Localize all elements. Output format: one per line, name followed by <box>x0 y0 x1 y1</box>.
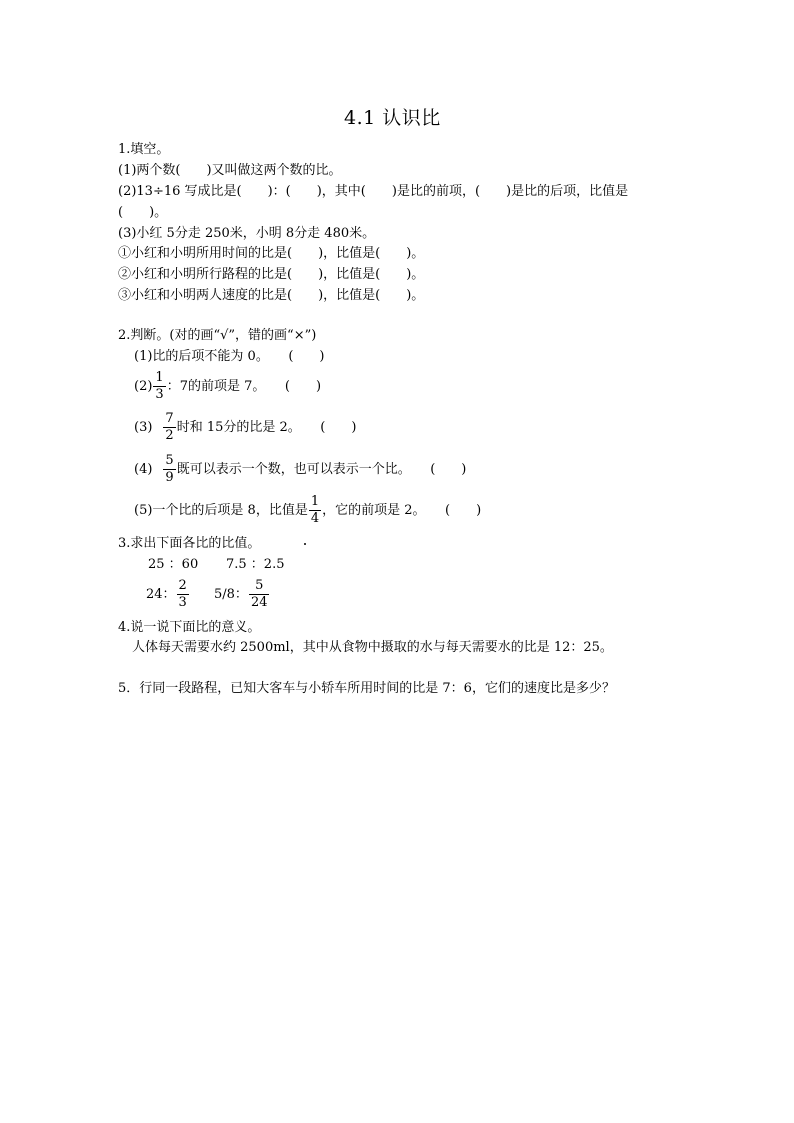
fraction <box>153 370 165 403</box>
fraction-denominator: 4 <box>310 511 320 526</box>
q2-item4 <box>134 453 466 486</box>
fraction-numerator: 5 <box>249 578 270 595</box>
q2-item2 <box>134 370 321 403</box>
q2-item5 <box>134 494 481 527</box>
q1-sub3: ③小红和小明两人速度的比是( )，比值是( )。 <box>118 288 425 303</box>
q1-sub1: ①小红和小明所用时间的比是( )，比值是( )。 <box>118 246 425 261</box>
q2-item4-suffix: 既可以表示一个数，也可以表示一个比。 ( ) <box>176 462 467 477</box>
stray-dot <box>304 543 306 545</box>
q1-sub2: ②小红和小明所行路程的比是( )，比值是( )。 <box>118 267 425 282</box>
q3-heading: 3.求出下面各比的比值。 <box>118 536 261 551</box>
q3-ratio-3 <box>146 578 190 611</box>
q1-heading: 1.填空。 <box>118 142 170 157</box>
q3-ratio-4-prefix: 5/8： <box>214 587 248 602</box>
q1-line3: (3)小红 5分走 250米，小明 8分走 480米。 <box>118 226 376 241</box>
q2-item2-suffix: ：7的前项是 7。 ( ) <box>166 379 322 394</box>
q2-item1: (1)比的后项不能为 0。 ( ) <box>134 349 325 364</box>
q1-line2: (2)13÷16 写成比是( )：( )，其中( )是比的前项，( )是比的后项，比值是 <box>118 184 629 199</box>
q2-item5-suffix: ，它的前项是 2。 ( ) <box>322 503 482 518</box>
q2-item5-prefix: (5)一个比的后项是 8，比值是 <box>134 503 308 518</box>
q2-item3-suffix: 时和 15分的比是 2。 ( ) <box>176 420 357 435</box>
fraction-denominator: 3 <box>155 387 164 402</box>
q5-text: 5．行同一段路程，已知大客车与小轿车所用时间的比是 7：6，它们的速度比是多少？ <box>118 681 615 696</box>
fraction-numerator: 1 <box>155 370 164 385</box>
fraction-denominator: 2 <box>165 428 174 443</box>
q1-line1: (1)两个数( )又叫做这两个数的比。 <box>118 163 342 178</box>
q1-line2-cont: ( )。 <box>118 205 168 220</box>
fraction-numerator: 2 <box>178 578 187 593</box>
fraction <box>163 411 175 444</box>
fraction <box>309 494 321 527</box>
q3-ratio-2: 7.5 ：2.5 <box>226 557 285 572</box>
fraction-denominator: 9 <box>165 470 174 485</box>
q2-heading: 2.判断。(对的画“√”，错的画“×”) <box>118 328 317 343</box>
q2-item4-prefix: (4) <box>134 462 153 477</box>
fraction-denominator: 24 <box>250 595 268 610</box>
q3-ratio-1: 25 ：60 <box>148 557 199 572</box>
fraction <box>177 578 189 611</box>
fraction-numerator: 5 <box>165 453 174 468</box>
q3-ratio-4 <box>214 578 270 611</box>
q2-item2-prefix: (2) <box>134 379 153 394</box>
page-title: 4.1 认识比 <box>344 107 441 129</box>
fraction <box>163 453 175 486</box>
q3-ratio-3-prefix: 24： <box>146 587 176 602</box>
fraction-denominator: 3 <box>178 595 187 610</box>
fraction <box>249 578 270 611</box>
q4-heading: 4.说一说下面比的意义。 <box>118 620 261 635</box>
fraction-numerator: 7 <box>165 411 174 426</box>
q2-item3 <box>134 411 356 444</box>
q2-item3-prefix: (3) <box>134 420 153 435</box>
fraction-numerator: 1 <box>310 494 320 509</box>
q4-text: 人体每天需要水约 2500ml，其中从食物中摄取的水与每天需要水的比是 12：25。 <box>132 640 613 655</box>
